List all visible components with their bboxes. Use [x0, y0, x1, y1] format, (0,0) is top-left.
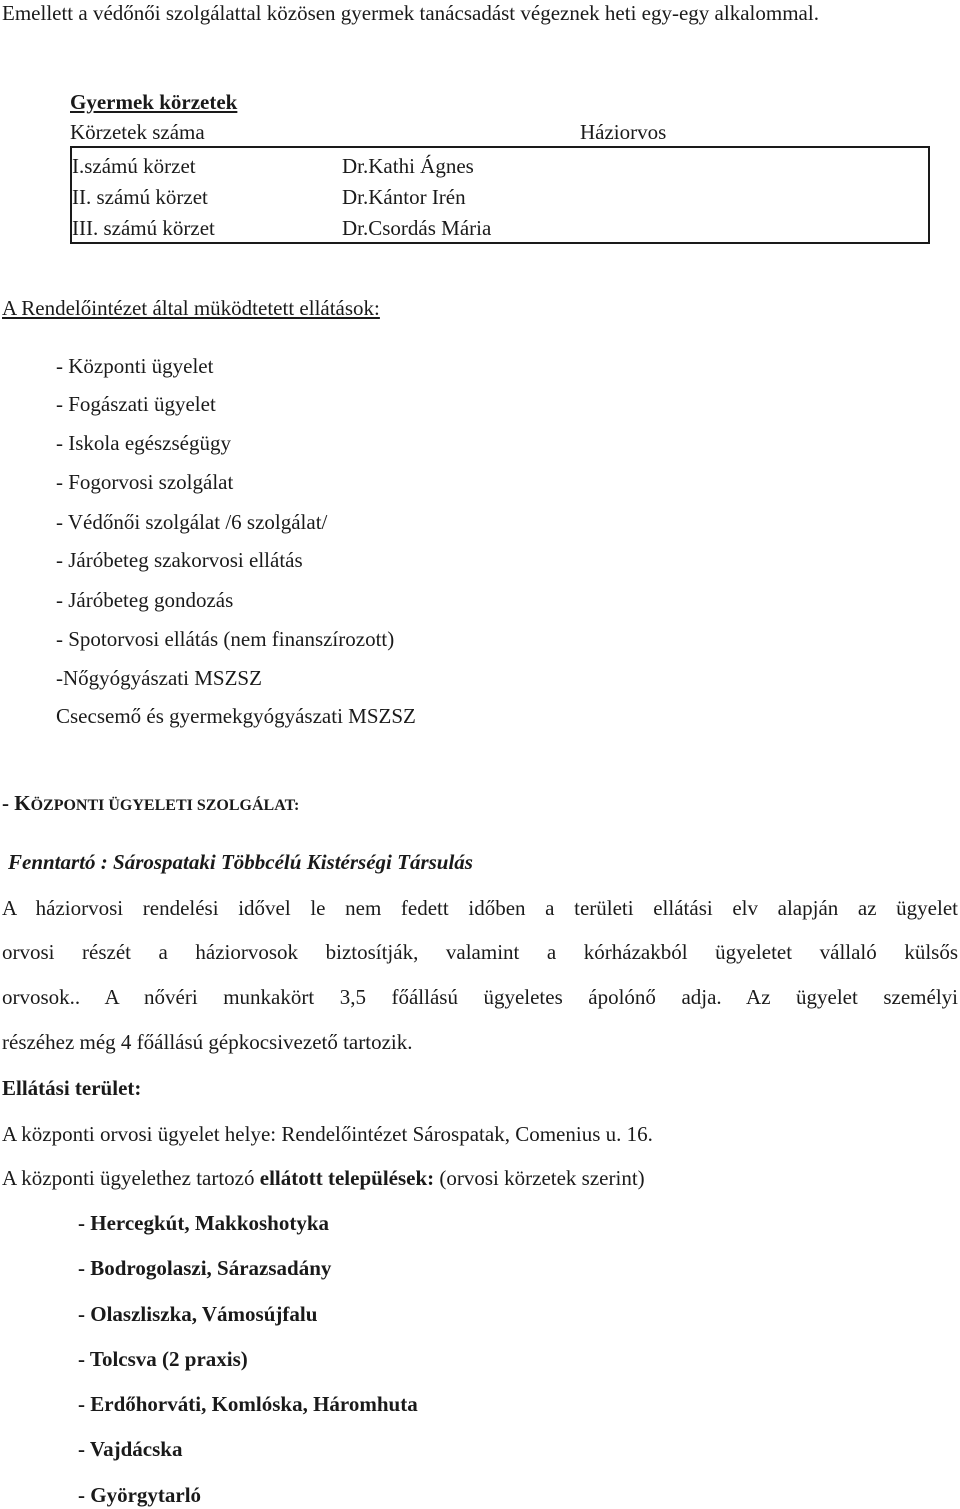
list-item: - Járóbeteg gondozás: [56, 588, 234, 612]
list-item: - Spotorvosi ellátás (nem finanszírozott): [56, 627, 395, 651]
list-item: - Központi ügyelet: [56, 354, 214, 378]
settlement-item: - Hercegkút, Makkoshotyka: [78, 1211, 330, 1235]
settlements-intro-c: (orvosi körzetek szerint): [434, 1166, 645, 1190]
list-item: - Védőnői szolgálat /6 szolgálat/: [56, 510, 328, 534]
settlement-item: - Györgytarló: [78, 1483, 202, 1507]
paragraph-line: A háziorvosi rendelési idővel le nem fedett időben a területi ellátási elv alapján az ügyelet: [2, 896, 958, 920]
services-heading: A Rendelőintézet által müködtetett ellátások:: [2, 296, 380, 320]
list-item: Csecsemő és gyermekgyógyászati MSZSZ: [56, 704, 416, 728]
districts-table: [70, 146, 930, 244]
table-cell-district: I.számú körzet: [72, 154, 196, 178]
districts-title: Gyermek körzetek: [70, 90, 238, 114]
table-cell-doctor: Dr.Kántor Irén: [342, 185, 466, 209]
districts-col-header-left: Körzetek száma: [70, 120, 205, 144]
settlements-intro-b: ellátott települések:: [259, 1166, 435, 1190]
table-cell-district: II. számú körzet: [72, 185, 208, 209]
list-item: - Fogorvosi szolgálat: [56, 470, 234, 494]
central-duty-heading-rest: ÖZPONTI ÜGYELETI SZOLGÁLAT:: [30, 797, 300, 814]
settlement-item: - Olaszliszka, Vámosújfalu: [78, 1302, 318, 1326]
settlement-item: - Erdőhorváti, Komlóska, Háromhuta: [78, 1392, 418, 1416]
list-item: - Fogászati ügyelet: [56, 392, 216, 416]
districts-col-header-right: Háziorvos: [580, 120, 667, 144]
paragraph-line: részéhez még 4 főállású gépkocsivezető tartozik.: [2, 1030, 413, 1054]
settlements-intro-a: A központi ügyelethez tartozó: [2, 1166, 260, 1190]
paragraph-line: orvosok.. A nővéri munkakört 3,5 főállású ügyeletes ápolónő adja. Az ügyelet személyi: [2, 985, 958, 1009]
settlement-item: - Vajdácska: [78, 1437, 183, 1461]
list-item: - Járóbeteg szakorvosi ellátás: [56, 548, 303, 572]
list-item: - Iskola egészségügy: [56, 431, 231, 455]
central-duty-heading-prefix: - K: [2, 791, 31, 815]
list-item: -Nőgyógyászati MSZSZ: [56, 666, 262, 690]
intro-paragraph: Emellett a védőnői szolgálattal közösen gyermek tanácsadást végeznek heti egy-egy alkalommal.: [2, 1, 819, 25]
table-cell-doctor: Dr.Kathi Ágnes: [342, 154, 474, 178]
table-cell-doctor: Dr.Csordás Mária: [342, 216, 492, 240]
table-cell-district: III. számú körzet: [72, 216, 215, 240]
area-heading: Ellátási terület:: [2, 1076, 142, 1100]
paragraph-line: orvosi részét a háziorvosok biztosítják, valamint a kórházakból ügyeletet vállaló külsős: [2, 940, 958, 964]
operator-line: Fenntartó : Sárospataki Többcélú Kistérségi Társulás: [8, 850, 473, 874]
settlement-item: - Bodrogolaszi, Sárazsadány: [78, 1256, 332, 1280]
settlements-intro: [2, 1168, 645, 1189]
central-duty-heading: [2, 793, 299, 814]
settlement-item: - Tolcsva (2 praxis): [78, 1347, 248, 1371]
location-line: A központi orvosi ügyelet helye: Rendelőintézet Sárospatak, Comenius u. 16.: [2, 1122, 653, 1146]
